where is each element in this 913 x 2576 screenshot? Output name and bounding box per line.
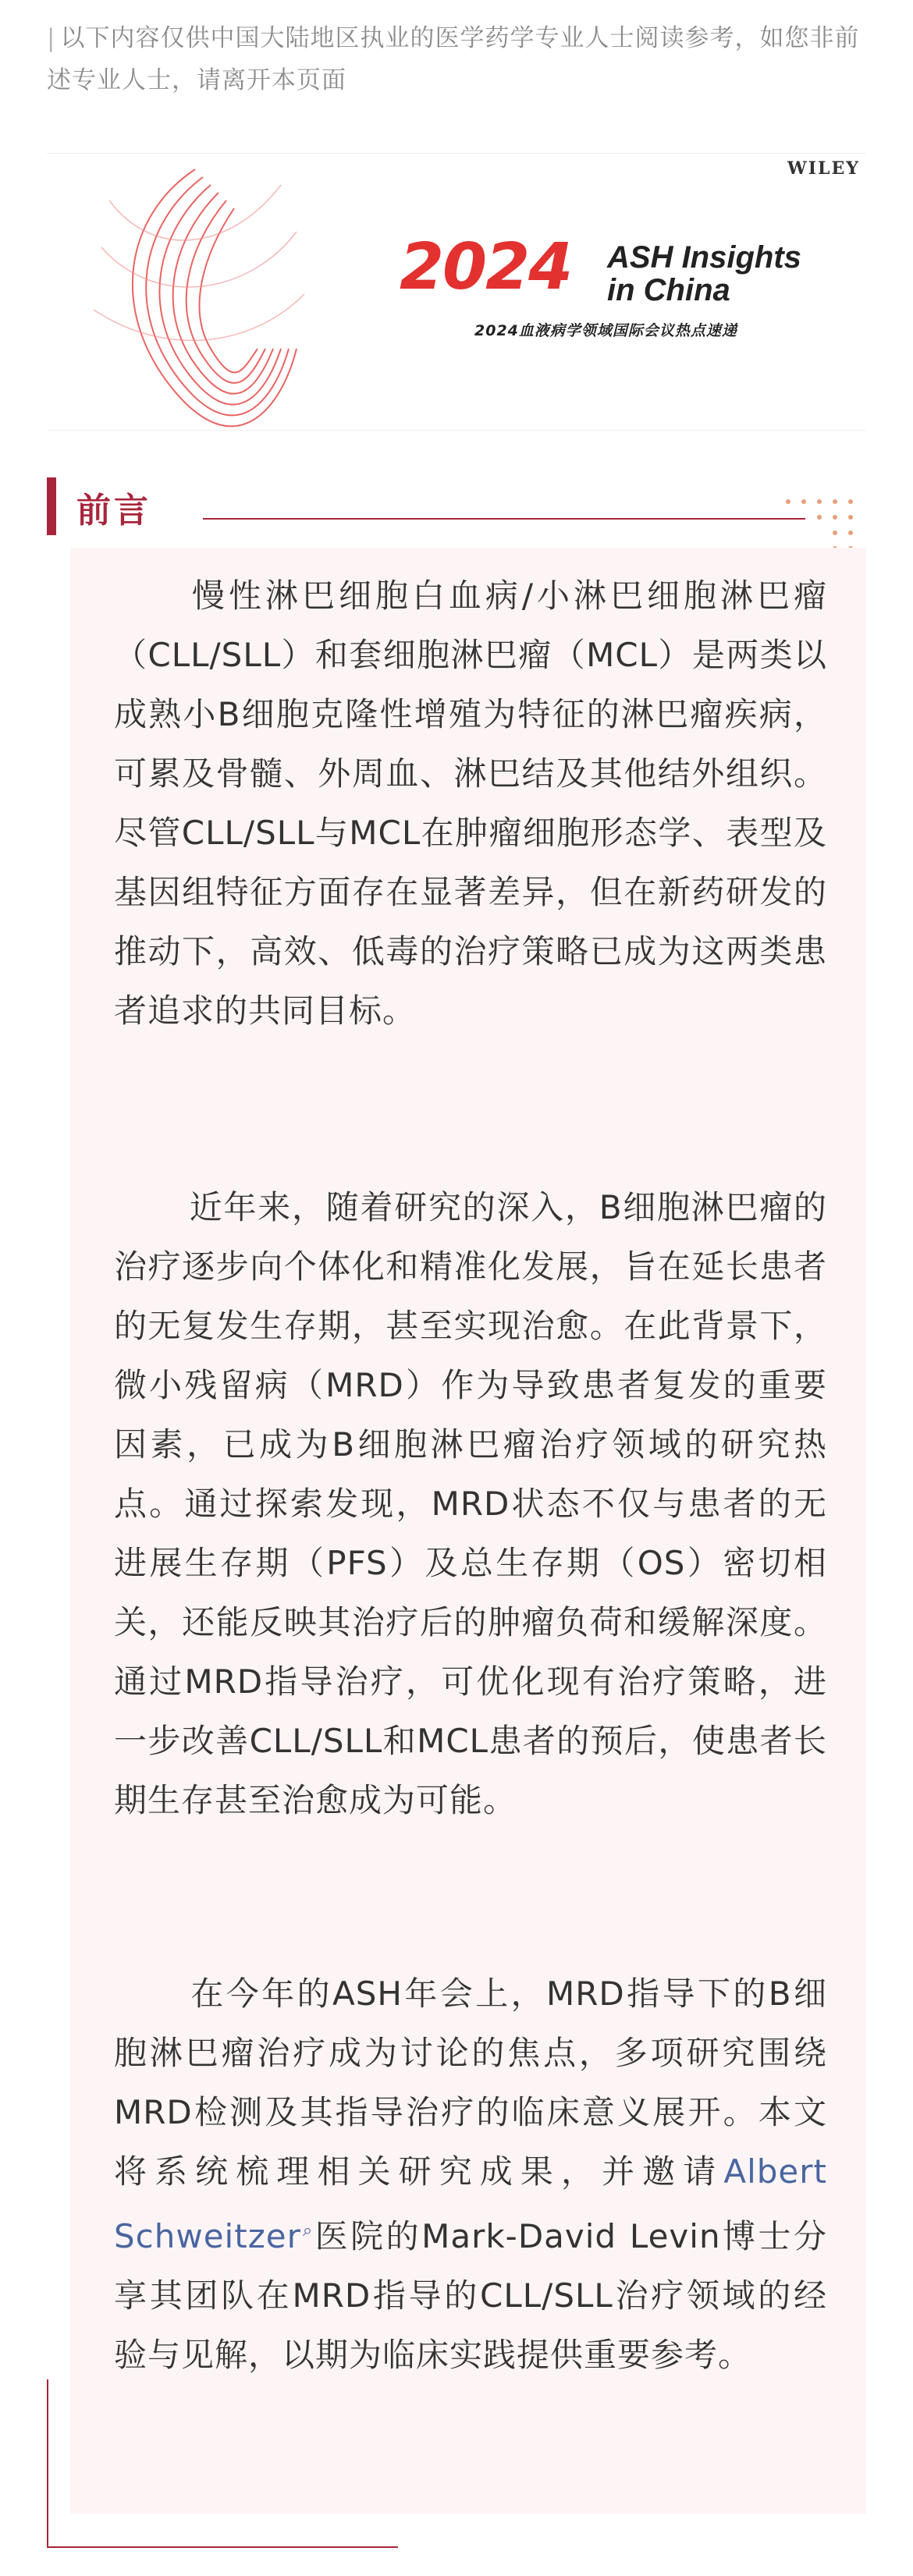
section-underline (203, 518, 805, 520)
publisher-logo: WILEY (787, 158, 860, 179)
paragraph-3-text-b: 医院的Mark-David Levin博士分享其团队在MRD指导的CLL/SLL治疗领域的经验与见解，以期为临床实践提供重要参考。 (114, 2217, 827, 2374)
search-link-icon[interactable]: ⌕ (302, 2221, 314, 2241)
paragraph-1-text: 慢性淋巴细胞白血病/小淋巴细胞淋巴瘤（CLL/SLL）和套细胞淋巴瘤（MCL）是两类以成熟小B细胞克隆性增殖为特征的淋巴瘤疾病，可累及骨髓、外周血、淋巴结及其他结外组织。尽管CLL/SLL与MCL在肿瘤细胞形态学、表型及基因组特征方面存在显著差异，但在新药研发的推动下，高效、低毒的治疗策略已成为这两类患者追求的共同目标。 (114, 577, 827, 1030)
swirl-graphic-icon (78, 154, 312, 430)
notice-text: 以下内容仅供中国大陆地区执业的医学药学专业人士阅读参考，如您非前述专业人士，请离开本页面 (47, 24, 860, 94)
section-header (47, 477, 827, 535)
banner-subtitle: 2024血液病学领域国际会议热点速递 (474, 322, 737, 339)
paragraph-1 (114, 566, 827, 1041)
corner-line-vertical (47, 2379, 48, 2548)
article-body (70, 548, 866, 2514)
section-accent-bar (47, 477, 56, 535)
paragraph-2 (114, 1178, 827, 1830)
corner-line-horizontal (47, 2546, 398, 2548)
brand-line1: ASH Insights (607, 240, 801, 275)
paragraph-3-text-a: 在今年的ASH年会上，MRD指导下的B细胞淋巴瘤治疗成为讨论的焦点，多项研究围绕MRD检测及其指导治疗的临床意义展开。本文将系统梳理相关研究成果，并邀请 (114, 1975, 827, 2191)
header-banner (47, 153, 866, 431)
section-title: 前言 (76, 491, 151, 530)
brand-line2: in China (607, 273, 730, 307)
paragraph-3 (114, 1964, 827, 2385)
paragraph-2-text: 近年来，随着研究的深入，B细胞淋巴瘤的治疗逐步向个体化和精准化发展，旨在延长患者的无复发生存期，甚至实现治愈。在此背景下，微小残留病（MRD）作为导致患者复发的重要因素，已成为B细胞淋巴瘤治疗领域的研究热点。通过探索发现，MRD状态不仅与患者的无进展生存期（PFS）及总生存期（OS）密切相关，还能反映其治疗后的肿瘤负荷和缓解深度。通过MRD指导治疗，可优化现有治疗策略，进一步改善CLL/SLL和MCL患者的预后，使患者长期生存甚至治愈成为可能。 (114, 1188, 827, 1819)
notice-bar-icon: | (47, 24, 56, 52)
hospital-link[interactable]: Albert Schweitzer (114, 2152, 827, 2255)
banner-year: 2024 (400, 230, 572, 304)
banner-brand (607, 241, 801, 307)
disclaimer-notice (47, 17, 874, 101)
